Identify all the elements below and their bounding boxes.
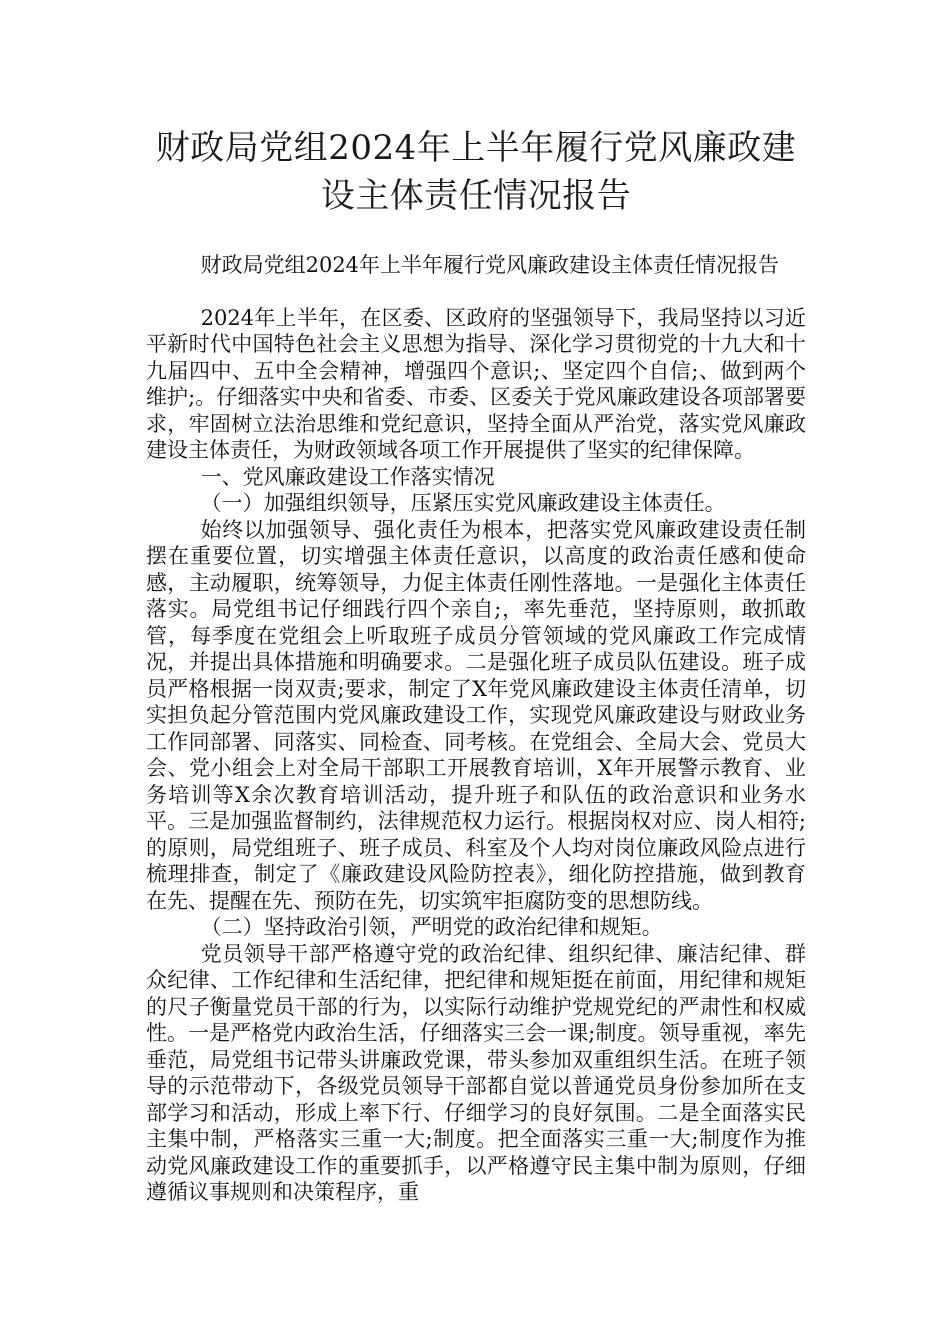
document-page: [146, 124, 806, 1206]
section-heading-1: 一、党风廉政建设工作落实情况: [200, 464, 495, 489]
document-body: [146, 252, 806, 1206]
paragraph-intro: 2024年上半年，在区委、区政府的坚强领导下，我局坚持以习近平新时代中国特色社会主义思想为指导、深化学习贯彻党的十九大和十九届四中、五中全会精神，增强四个意识;、坚定四个自信;、做到两个维护;。仔细落实中央和省委、市委、区委关于党风廉政建设各项部署要求，牢固树立法治思维和党纪意识，坚持全面从严治党，落实党风廉政建设主体责任，为财政领域各项工作开展提供了坚实的纪律保障。: [146, 305, 806, 462]
document-subtitle: 财政局党组2024年上半年履行党风廉政建设主体责任情况报告: [200, 253, 780, 277]
subsection-heading-2: （二）坚持政治引领，严明党的政治纪律和规矩。: [200, 915, 663, 939]
subsection-heading-1: （一）加强组织领导，压紧压实党风廉政建设主体责任。: [200, 491, 726, 515]
paragraph-subsection-1: 始终以加强领导、强化责任为根本，把落实党风廉政建设责任制摆在重要位置，切实增强主体责任意识，以高度的政治责任感和使命感，主动履职，统筹领导，力促主体责任刚性落地。一是强化主体责任落实。局党组书记仔细践行四个亲自;，率先垂范，坚持原则，敢抓敢管，每季度在党组会上听取班子成员分管领域的党风廉政工作完成情况，并提出具体措施和明确要求。二是强化班子成员队伍建设。班子成员严格根据一岗双责;要求，制定了X年党风廉政建设主体责任清单，切实担负起分管范围内党风廉政建设工作，实现党风廉政建设与财政业务工作同部署、同落实、同检查、同考核。在党组会、全局大会、党员大会、党小组会上对全局干部职工开展教育培训，X年开展警示教育、业务培训等X余次教育培训活动，提升班子和队伍的政治意识和业务水平。三是加强监督制约，法律规范权力运行。根据岗权对应、岗人相符;的原则，局党组班子、班子成员、科室及个人均对岗位廉政风险点进行梳理排查，制定了《廉政建设风险防控表》，细化防控措施，做到教育在先、提醒在先、预防在先，切实筑牢拒腐防变的思想防线。: [146, 517, 806, 913]
document-title: 财政局党组2024年上半年履行党风廉政建设主体责任情况报告: [155, 128, 797, 216]
paragraph-subsection-2: 党员领导干部严格遵守党的政治纪律、组织纪律、廉洁纪律、群众纪律、工作纪律和生活纪律，把纪律和规矩挺在前面，用纪律和规矩的尺子衡量党员干部的行为，以实际行动维护党规党纪的严肃性和权威性。一是严格党内政治生活，仔细落实三会一课;制度。领导重视，率先垂范，局党组书记带头讲廉政党课，带头参加双重组织生活。在班子领导的示范带动下，各级党员领导干部都自觉以普通党员身份参加所在支部学习和活动，形成上率下行、仔细学习的良好氛围。二是全面落实民主集中制，严格落实三重一大;制度。把全面落实三重一大;制度作为推动党风廉政建设工作的重要抓手，以严格遵守民主集中制为原则，仔细遵循议事规则和决策程序，重: [146, 941, 806, 1204]
